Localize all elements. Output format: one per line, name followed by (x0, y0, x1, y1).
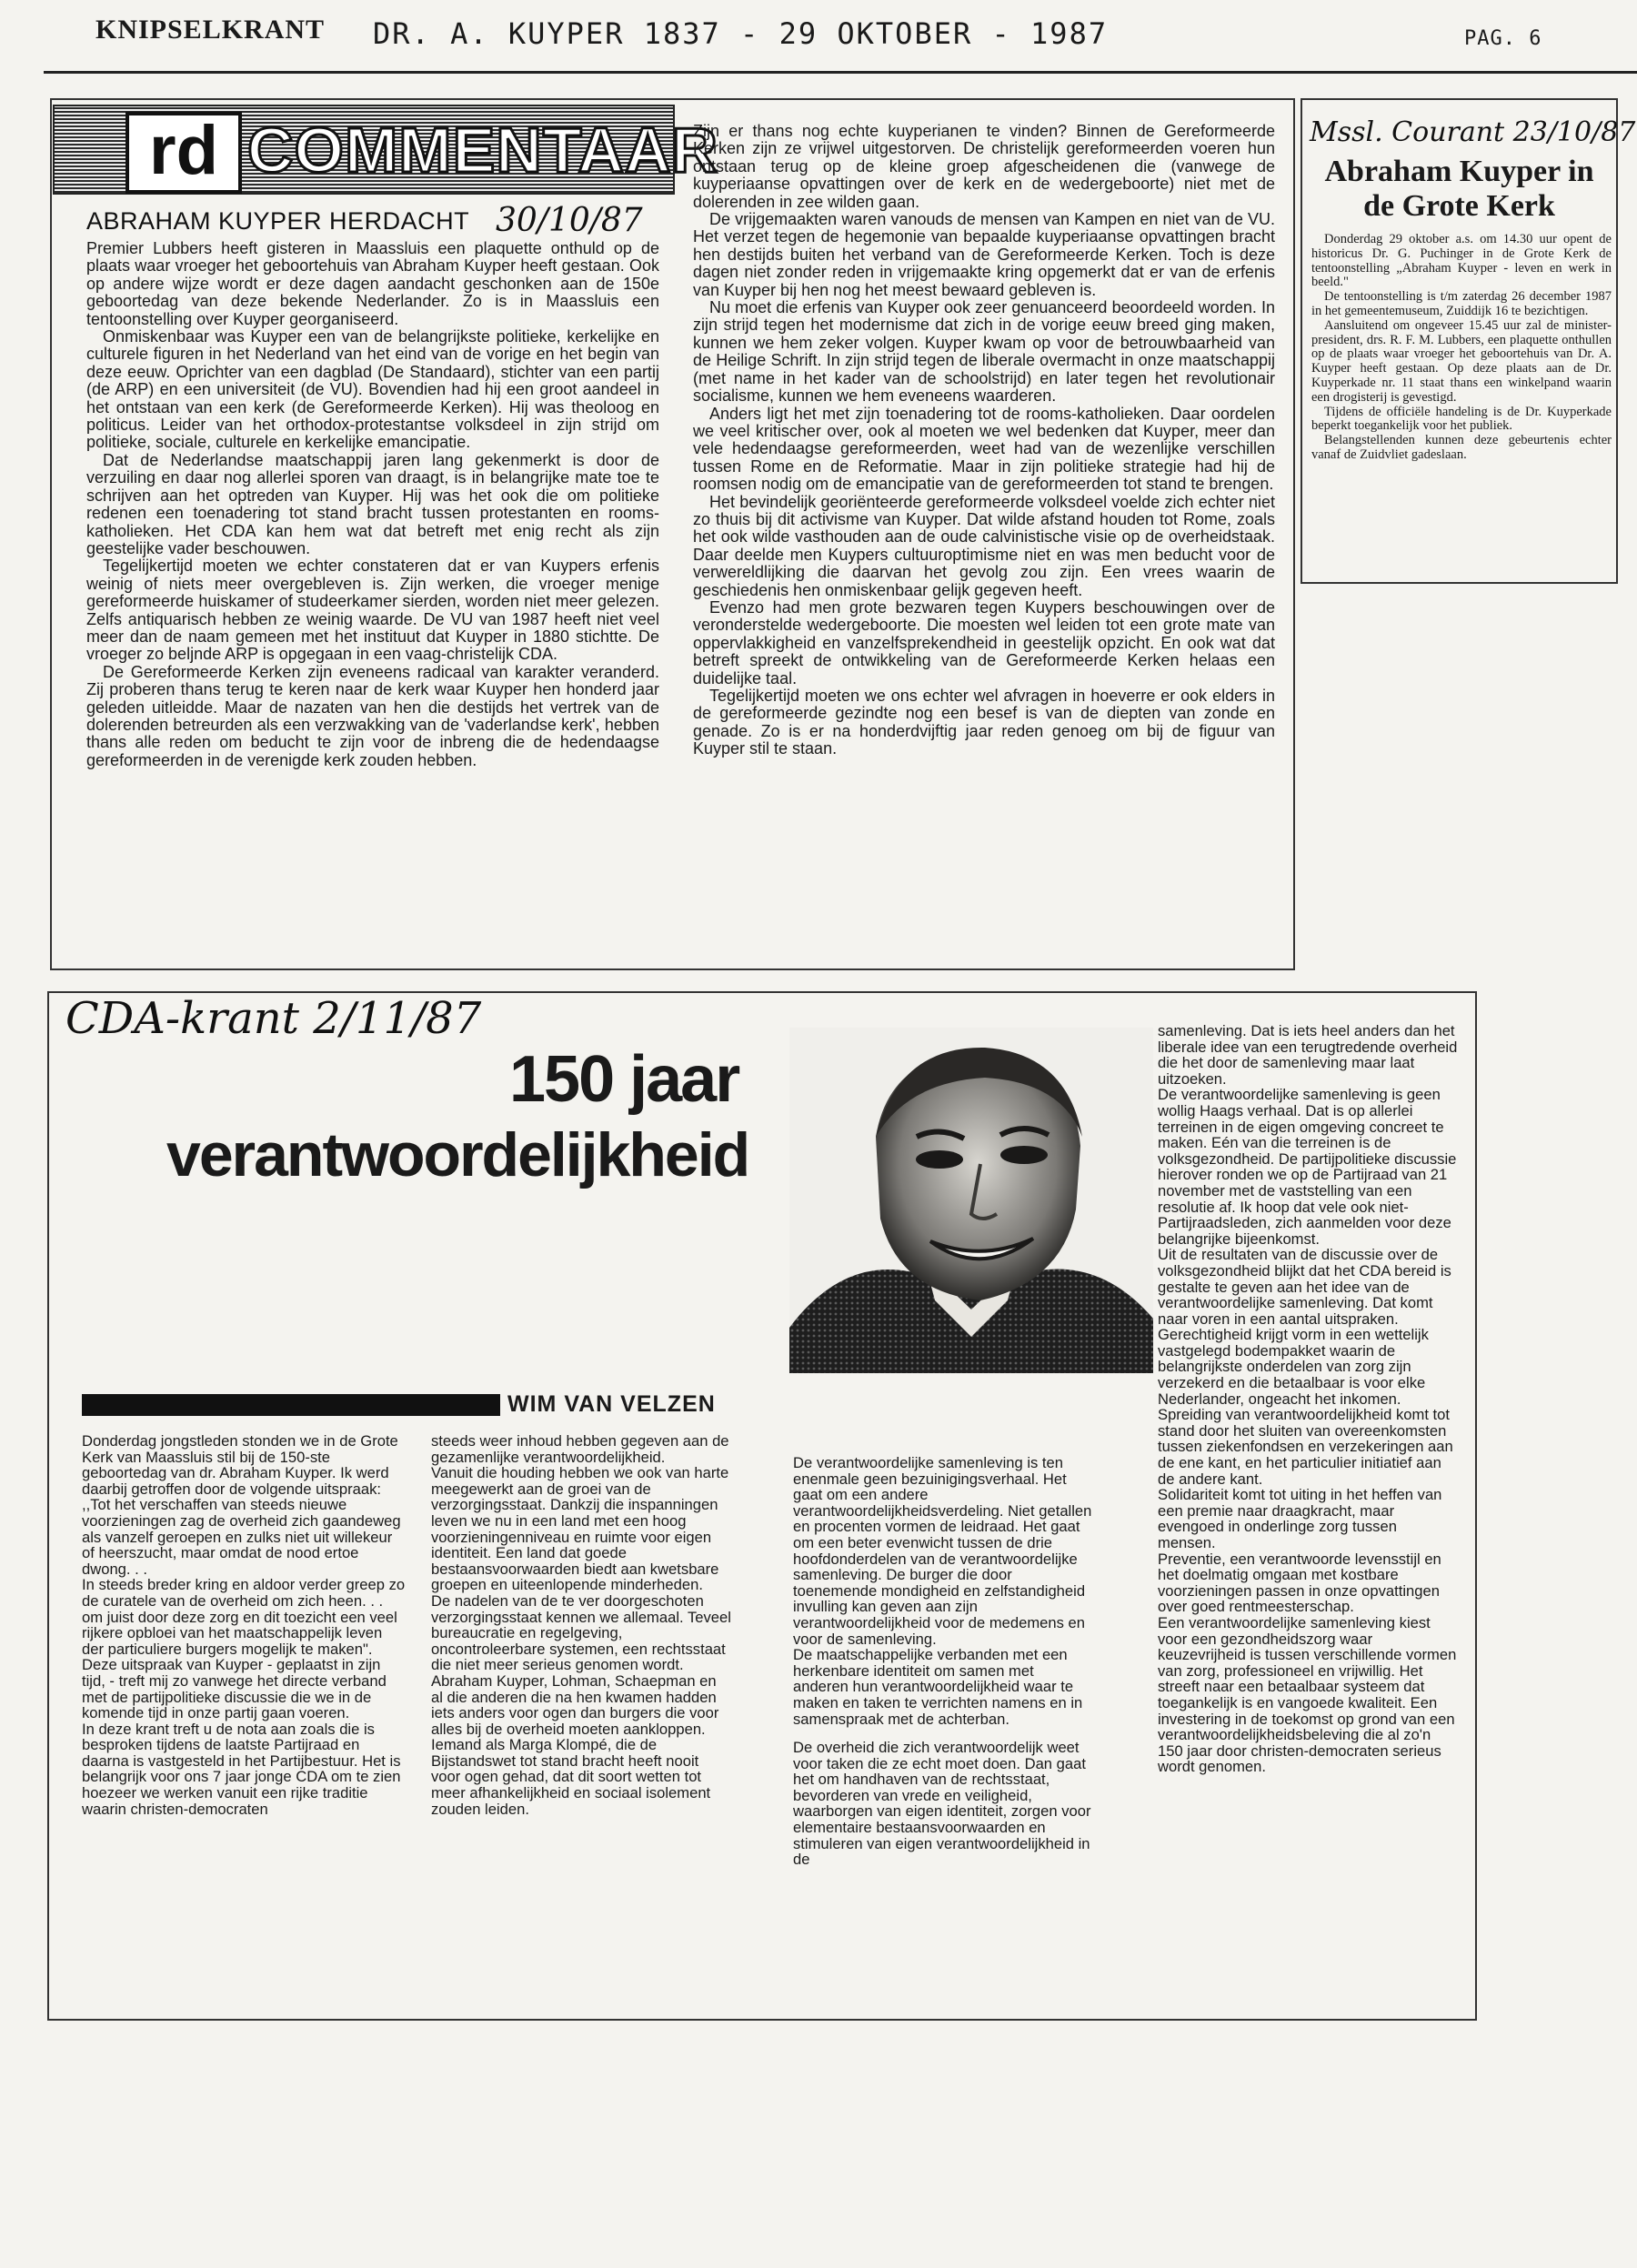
rd-banner-title: COMMENTAAR (247, 115, 719, 186)
cda-paragraph: In deze krant treft u de nota aan zoals die is besproken tijdens de laatste Partijraad en daarna is vastgesteld in het Partijbestuur. Het is belangrijk voor ons 7 jaar jonge CDA om te zien hoezeer we werken vanuit een rijke traditie waarin christen-democraten (82, 1720, 401, 1818)
cda-paragraph: Spreiding van verantwoordelijkheid komt tot stand door het sluiten van overeenkomsten tussen ziekenfondsen en verzekeringen aan de ene kant, en het particulier initiatief aan de andere kant. (1158, 1406, 1453, 1488)
cda-paragraph: De nadelen van de te ver doorgeschoten verzorgingsstaat kennen we allemaal. Teveel bureaucratie en regelgeving, oncontroleerbare systemen, een rechtsstaat die niet meer serieus genomen wordt. (431, 1591, 731, 1674)
rd-paragraph: De vrijgemaakten waren vanouds de mensen van Kampen en niet van de VU. Het verzet tegen de hegemonie van bepaalde kuyperiaanse opvattingen bracht hen destijds buiten het verband van de Gereformeerde Kerken. Toch is deze dagen niet zonder reden in vrijgemaakte kring opgemerkt dat er van de erfenis van Kuyper bij hen nog het meest bewaard gebleven is. (693, 210, 1275, 299)
cda-author: WIM VAN VELZEN (507, 1391, 716, 1417)
cda-source-note: CDA-krant 2/11/87 (65, 993, 482, 1044)
courant-headline: Abraham Kuyper in de Grote Kerk (1324, 155, 1594, 223)
rd-paragraph: Tegelijkertijd moeten we echter constateren dat er van Kuypers erfenis weinig of niets meer overgebleven is. Zijn werken, die vroeger menige gereformeerde huiskamer of studeerkamer sierden, worden niet meer gelezen. Zelfs antiquarisch hebben ze weinig waarde. De VU van 1987 heeft niet veel meer dan de naam gemeen met het instituut dat Kuyper in 1880 stichtte. De vroeger zo beljnde ARP is opgegaan in een vaag-christelijk CDA. (86, 557, 659, 664)
cda-column-1 (82, 1433, 407, 1817)
rd-paragraph: Zijn er thans nog echte kuyperianen te vinden? Binnen de Gereformeerde Kerken zijn ze vrijwel uitgestorven. De christelijk gereformeerden voeren hun ontstaan terug op de kleine groep afgescheidenen die (vanwege de kuyperiaanse opvattingen over de kerk en de wedergeboorte) niet met de dolerenden in zee wilden gaan. (693, 122, 1275, 211)
courant-body (1311, 233, 1612, 463)
rd-headline: ABRAHAM KUYPER HERDACHT (86, 207, 470, 235)
cda-paragraph: Abraham Kuyper, Lohman, Schaepman en al die anderen die na hen kwamen hadden iets anders voor ogen dan burgers die voor alles bij de overheid moeten aankloppen. Iemand als Marga Klompé, die de Bijstandswet tot stand bracht heeft nooit voor ogen gehad, dat dit soort wetten tot meer afhankelijkheid en sociaal isolement zouden leiden. (431, 1671, 719, 1818)
cda-paragraph: Vanuit die houding hebben we ook van harte meegewerkt aan de groei van de verzorgingsstaat. Dankzij die inspanningen leven we nu in een land met een hoog voorzieningenniveau en ruimte voor eigen identiteit. Een land dat goede bestaansvoorwaarden biedt aan kwetsbare groepen en uiteenlopende minderheden. (431, 1464, 729, 1594)
cda-headline-line-1: 150 jaar (509, 1043, 739, 1116)
courant-paragraph: Donderdag 29 oktober a.s. om 14.30 uur opent de historicus Dr. G. Puchinger in de Grote Kerk de tentoonstelling „Abraham Kuyper - leven en werk in beeld." (1311, 232, 1612, 290)
cda-paragraph: De verantwoordelijke samenleving is geen wollig Haags verhaal. Dat is op allerlei terreinen in de eigen omgeving concreet te maken. Eén van die terreinen is de volksgezondheid. De partijpolitieke discussie hierover ronden we op de Partijraad van 21 november met de vaststelling van een resolutie af. Ik hoop dat vele ook niet-Partijraadsleden, zich aanmelden voor deze belangrijke bijeenkomst. (1158, 1086, 1457, 1248)
rd-paragraph: Tegelijkertijd moeten we ons echter wel afvragen in hoeverre er ook elders in de gereformeerde gezindte nog een besef is van de diepten van zonde en genade. Zo is er na honderdvijftig jaar reden genoeg om bij de figuur van Kuyper stil te staan. (693, 687, 1275, 758)
rd-paragraph: Onmiskenbaar was Kuyper een van de belangrijkste politieke, kerkelijke en culturele figuren in het Nederland van het eind van de vorige en het begin van deze eeuw. Oprichter van een dagblad (De Standaard), stichter van een partij (de ARP) en een universiteit (de VU). Bovendien had hij een groot aandeel in het ontstaan van een kerk (de Gereformeerde Kerken). Hij was theoloog en politicus. Leider van het orthodox-protestantse volksdeel in zijn strijd om politieke, sociale, culturele en kerkelijke emancipatie. (86, 327, 659, 452)
rd-paragraph: De Gereformeerde Kerken zijn eveneens radicaal van karakter veranderd. Zij proberen thans terug te keren naar de kerk waar Kuyper hen honderd jaar geleden uitleidde. Maar de nazaten van hen die destijds het vertrek van de dolerenden betreurden als een verzwakking van de 'vaderlandse kerk', hebben thans alle reden om beducht te zijn voor de inbreng die de hedendaagse gereformeerden in de verenigde kerk zouden hebben. (86, 662, 659, 769)
cda-column-2 (431, 1433, 731, 1817)
cda-paragraph: Donderdag jongstleden stonden we in de Grote Kerk van Maassluis stil bij de 150-ste geboortedag van dr. Abraham Kuyper. Ik werd daarbij getroffen door de volgende uitspraak: ,,Tot het verschaffen van steeds nieuwe voorzieningen zag de overheid zich gaandeweg als vanzelf geroepen en zulks niet uit willekeur of heerszucht, maar omdat de nood ertoe dwong. . . (82, 1432, 401, 1578)
courant-paragraph: Aansluitend om ongeveer 15.45 uur zal de minister-president, drs. R. F. M. Lubbers, een plaquette onthullen op de plaats waar vroeger het geboortehuis van Dr. A. Kuyper heeft gestaan. Op deze plaats aan de Dr. Kuyperkade nr. 11 staat thans een winkelpand waarin een drogisterij is gevestigd. (1311, 317, 1612, 405)
rd-banner (53, 105, 719, 195)
portrait-image (789, 1028, 1153, 1373)
cda-paragraph: De verantwoordelijke samenleving is ten enenmale geen bezuinigingsverhaal. Het gaat om een andere verantwoordelijkheidsverdeling. Niet getallen en procenten vormen de leidraad. Het gaat om een beter evenwicht tussen de drie hoofdonderdelen van de verantwoordelijke samenleving. De burger die door toenemende mondigheid en zelfstandigheid invulling kan geven aan zijn verantwoordelijkheid voor de medemens en voor de samenleving. (793, 1454, 1092, 1648)
courant-source-note: Mssl. Courant 23/10/87 (1310, 116, 1636, 148)
rd-paragraph: Premier Lubbers heeft gisteren in Maassluis een plaquette onthuld op de plaats waar vroeger het geboortehuis van Abraham Kuyper heeft gestaan. Ook op andere wijze wordt er deze dagen aandacht geschonken aan de 150e geboortedag van deze bekende Nederlander. Zo is in Maassluis een tentoonstelling over Kuyper georganiseerd. (86, 239, 659, 328)
header-rule (44, 71, 1637, 74)
cda-paragraph: steeds weer inhoud hebben gegeven aan de gezamenlijke verantwoordelijkheid. (431, 1432, 729, 1466)
cda-paragraph: Solidariteit komt tot uiting in het heffen van een premie naar draagkracht, maar evengoed in onderlinge zorg tussen mensen. (1158, 1486, 1442, 1551)
rd-paragraph: Het bevindelijk georiënteerde gereformeerde volksdeel voelde zich echter niet zo thuis bij dit activisme van Kuyper. Dat wilde afstand houden tot Rome, zoals het ook wilde vasthouden aan de oude calvinistische visie op de overheidstaak. Daar deelde men Kuypers cultuuroptimisme niet en was men beducht voor de verwereldlijking die daarvan het gevolg zou zijn. Een vrees waarin de geschiedenis hen onmiskenbaar gelijk gegeven heeft. (693, 492, 1275, 599)
portrait-photo (789, 1028, 1153, 1373)
rd-paragraph: Dat de Nederlandse maatschappij jaren lang gekenmerkt is door de verzuiling en daar nog allerlei sporen van draagt, is in belangrijke mate toe te schrijven aan het optreden van Kuyper. Hij was het ook die om politieke redenen een toenadering tot stand bracht tussen protestanten en rooms-katholieken. Het CDA kan hem wat dat betreft met enig recht als zijn geestelijke vader beschouwen. (86, 450, 659, 557)
cda-paragraph: De maatschappelijke verbanden met een herkenbare identiteit om samen met anderen hun verantwoordelijkheid waar te maken en taken te verrichten namens en in samenspraak met de achterban. (793, 1646, 1083, 1728)
rd-column-2 (693, 123, 1275, 758)
rd-paragraph: Evenzo had men grote bezwaren tegen Kuypers beschouwingen over de veronderstelde wedergeboorte. Die moesten wel leiden tot een grote mate van oppervlakkigheid en vanzelfsprekendheid in geestelijk opzicht. En ook wat dat betreft spreekt de ontwikkeling van de Gereformeerde Kerken helaas een duidelijke taal. (693, 597, 1275, 687)
cda-headline-line-2: verantwoordelijkheid (166, 1120, 749, 1189)
cda-paragraph: Deze uitspraak van Kuyper - geplaatst in zijn tijd, - treft mij zo vanwege het directe verband met de partijpolitieke discussie die we in de komende tijd in onze partij gaan voeren. (82, 1656, 387, 1722)
author-bar (82, 1394, 500, 1416)
cda-column-3 (793, 1455, 1093, 1868)
courant-paragraph: Tijdens de officiële handeling is de Dr. Kuyperkade beperkt toegankelijk voor het publiek. (1311, 404, 1612, 434)
courant-paragraph: Belangstellenden kunnen deze gebeurtenis echter vanaf de Zuidvliet gadeslaan. (1311, 433, 1612, 462)
page-number: PAG. 6 (1464, 27, 1542, 50)
rd-column-1 (86, 240, 659, 769)
rd-paragraph: Nu moet die erfenis van Kuyper ook zeer genuanceerd beoordeeld worden. In zijn strijd tegen het modernisme dat zich in de vorige eeuw breed ging maken, kunnen we hem zeker volgen. Kuyper kwam op voor de betrouwbaarheid van de Heilige Schrift. In zijn strijd tegen de liberale overmacht in onze maatschappij (met name in het kader van de schoolstrijd) en later tegen het revolutionair socialisme, kunnen we hem eveneens waarderen. (693, 298, 1275, 406)
rd-paragraph: Anders ligt het met zijn toenadering tot de rooms-katholieken. Daar oordelen we veel kritischer over, ook al moeten we wel bedenken dat Kuyper, meer dan vele hedendaagse gereformeerden, weet had van de wezenlijke verschillen tussen Rome en de Reformatie. Maar in zijn politieke strategie had hij de roomsen nodig om de emancipatie van de gereformeerden tot stand te brengen. (693, 404, 1275, 494)
courant-paragraph: De tentoonstelling is t/m zaterdag 26 december 1987 in het gemeentemuseum, Zuiddijk 16 te bezichtigen. (1311, 289, 1612, 318)
cda-paragraph: samenleving. Dat is iets heel anders dan het liberale idee van een terugtredende overheid die het door de samenleving maar laat uitzoeken. (1158, 1022, 1458, 1088)
cda-paragraph: De overheid die zich verantwoordelijk weet voor taken die ze echt moet doen. Dan gaat het om handhaven van de rechtsstaat, bevorderen van vrede en veiligheid, waarborgen van eigen identiteit, zorgen voor elementaire bestaansvoorwaarden en stimuleren van eigen verantwoordelijkheid in de (793, 1739, 1091, 1869)
cda-paragraph: Uit de resultaten van de discussie over de volksgezondheid blijkt dat het CDA bereid is gestalte te geven aan het idee van de verantwoordelijke samenleving. Dat komt naar voren in een aantal uitspraken. Gerechtigheid krijgt vorm in een wettelijk vastgelegd bodempakket waarin de belangrijkste onderdelen van zorg zijn verzekerd en die betaalbaar is voor elke Nederlander, ongeacht het inkomen. (1158, 1246, 1451, 1408)
rd-date-note: 30/10/87 (496, 202, 643, 239)
cda-paragraph: Preventie, een verantwoorde levensstijl en het doelmatig omgaan met kostbare voorzieningen passen in onze opvattingen over goed rentmeesterschap. (1158, 1550, 1441, 1616)
cda-paragraph: Een verantwoordelijke samenleving kiest voor een gezondheidszorg waar keuzevrijheid is tussen verschillende vormen van zorg, professioneel en vrijwillig. Het streeft naar een betaalbaar systeem dat toegankelijk is en vangoede kwaliteit. Een investering in de toekomst op grond van een verantwoordelijkheidsbeleving die al zo'n 150 jaar door christen-democraten serieus wordt genomen. (1158, 1613, 1457, 1776)
header-center: DR. A. KUYPER 1837 - 29 OKTOBER - 1987 (373, 16, 1109, 51)
header-left: KNIPSELKRANT (95, 15, 326, 45)
cda-paragraph: In steeds breder kring en aldoor verder greep zo de curatele van de overheid om zich heen. . . om juist door deze zorg en dit toezicht een veel rijkere opbloei van het maatschappelijk leven der particuliere burgers mogelijk te maken". (82, 1576, 406, 1658)
rd-logo: rd (126, 112, 242, 194)
cda-column-4 (1158, 1023, 1458, 1775)
